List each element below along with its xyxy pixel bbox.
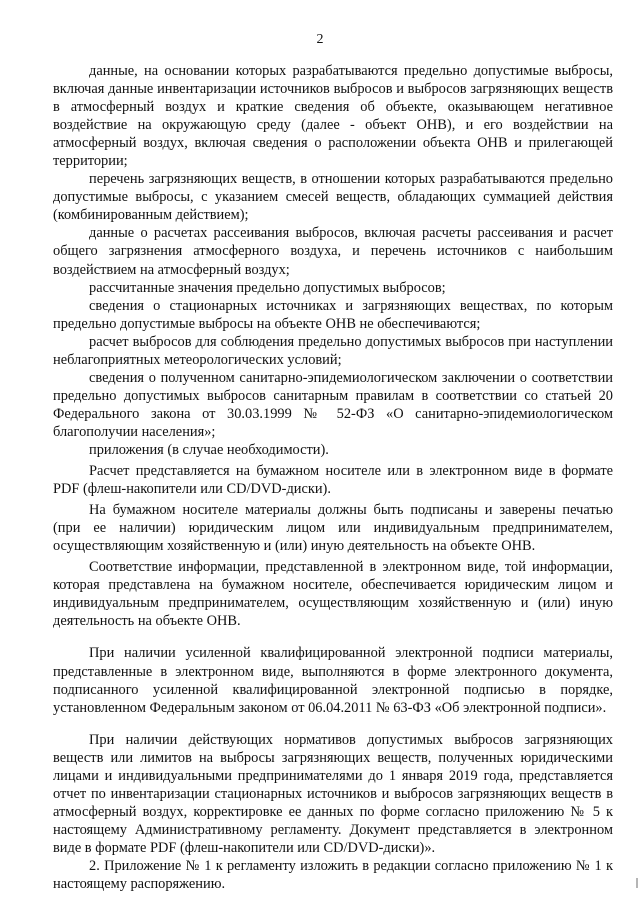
page-number: 2 (316, 32, 324, 47)
scan-edge-mark (636, 878, 638, 888)
paragraph: сведения о стационарных источниках и загрязняющих веществах, по которым предельно допустимые выбросы на объекте ОНВ не обеспечиваются; (53, 297, 613, 332)
paragraph: На бумажном носителе материалы должны быть подписаны и заверены печатью (при ее наличии) юридическим лицом или индивидуальным предпринимателем, осуществляющим хозяйственную и (или) иную деятельность на объекте ОНВ. (53, 502, 613, 555)
paragraph: данные, на основании которых разрабатываются предельно допустимые выбросы, включая данные инвентаризации источников выбросов и выбросов загрязняющих веществ в атмосферный воздух и краткие сведения об объекте, оказывающем негативное воздействие на окружающую среду (далее - объект ОНВ), и его воздействии на атмосферный воздух, включая сведения о расположении объекта ОНВ и прилегающей территории; (53, 63, 613, 170)
document-body (53, 62, 613, 893)
paragraph: 2. Приложение № 1 к регламенту изложить в редакции согласно приложению № 1 к настоящему распоряжению. (53, 857, 613, 893)
paragraph: При наличии действующих нормативов допустимых выбросов загрязняющих веществ или лимитов на выбросы загрязняющих веществ, полученных юридическими лицами и индивидуальными предпринимателями до 1 января 2019 года, представляется отчет по инвентаризации стационарных источников и выбросов загрязняющих веществ в атмосферный воздух, корректировке ее данных по форме согласно приложению № 5 к настоящему Административному регламенту. Документ представляется в электронном виде в формате PDF (флеш-накопители или CD/DVD-диски)». (53, 731, 613, 856)
paragraph: рассчитанные значения предельно допустимых выбросов; (89, 279, 446, 296)
paragraph: расчет выбросов для соблюдения предельно допустимых выбросов при наступлении неблагоприятных метеорологических условий; (53, 333, 613, 368)
paragraph: данные о расчетах рассеивания выбросов, включая расчеты рассеивания и расчет общего загрязнения атмосферного воздуха, и перечень источников с наибольшим воздействием на атмосферный воздух; (53, 225, 613, 278)
paragraph: Соответствие информации, представленной в электронном виде, той информации, которая представлена на бумажном носителе, обеспечивается юридическим лицом и индивидуальным предпринимателем, осуществляющим хозяйственную и (или) иную деятельность на объекте ОНВ. (53, 559, 613, 630)
paragraph: Расчет представляется на бумажном носителе или в электронном виде в формате PDF (флеш-накопители или CD/DVD-диски). (53, 463, 613, 498)
paragraph: приложения (в случае необходимости). (89, 441, 329, 458)
paragraph: перечень загрязняющих веществ, в отношении которых разрабатываются предельно допустимые выбросы, с указанием смесей веществ, обладающих суммацией действия (комбинированным действием); (53, 171, 613, 224)
paragraph: сведения о полученном санитарно-эпидемиологическом заключении о соответствии предельно допустимых выбросов санитарным правилам в соответствии со статьей 20 Федерального закона от 30.03.1999 № 52-ФЗ «О санитарно-эпидемиологическом благополучии населения»; (53, 369, 613, 440)
paragraph: При наличии усиленной квалифицированной электронной подписи материалы, представленные в электронном виде, выполняются в форме электронного документа, подписанного усиленной квалифицированной электронной подписью в порядке, установленном Федеральным законом от 06.04.2011 № 63-ФЗ «Об электронной подписи». (53, 645, 613, 716)
